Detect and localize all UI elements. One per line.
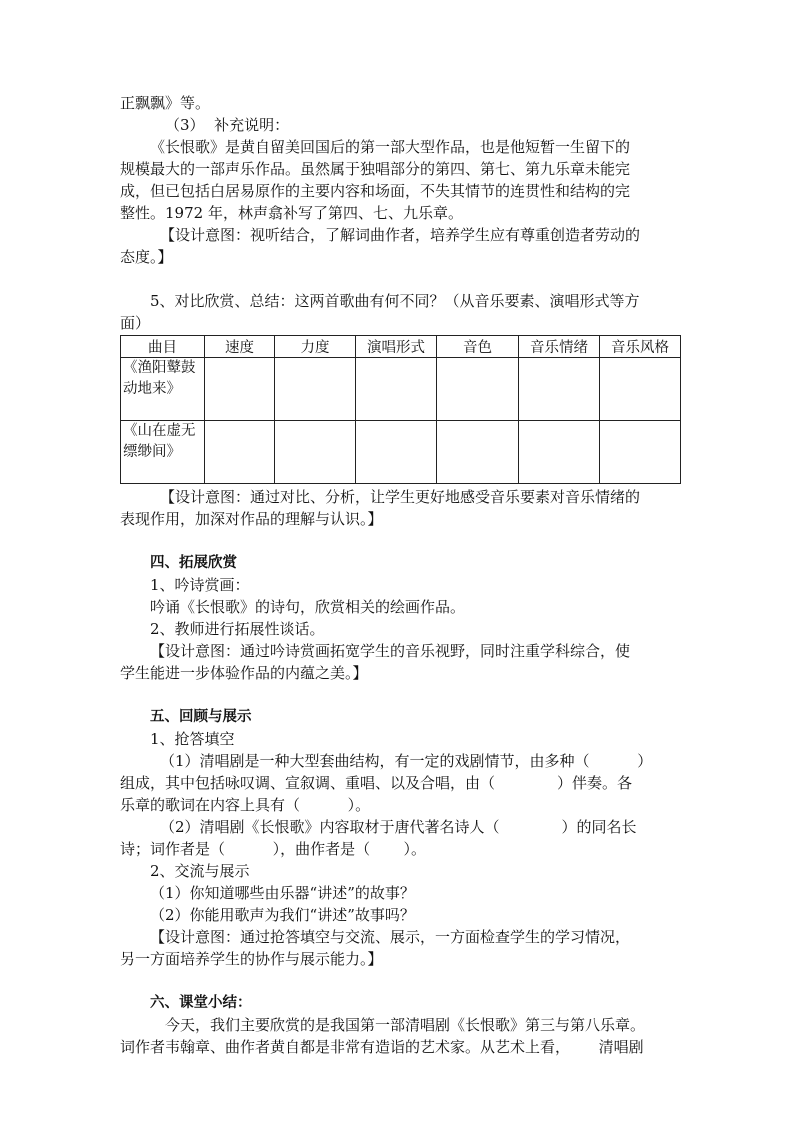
table-header-row (121, 336, 681, 358)
design-intent: 【设计意图：通过抢答填空与交流、展示，一方面检查学生的学习情况， (150, 928, 631, 946)
table-row (121, 358, 681, 421)
document-page (120, 92, 682, 1058)
design-intent: 学生能进一步体验作品的内蕴之美。】 (120, 664, 368, 682)
section-heading: 五、回顾与展示 (150, 709, 252, 725)
section-heading: 六、课堂小结： (150, 995, 252, 1011)
text-line: （2）你能用歌声为我们“讲述”故事吗？ (150, 906, 415, 924)
design-intent: 【设计意图：通过吟诗赏画拓宽学生的音乐视野，同时注重学科综合，使 (150, 642, 631, 660)
table-cell[interactable] (600, 358, 681, 421)
design-intent: 【设计意图：通过对比、分析，让学生更好地感受音乐要素对音乐情绪的 (160, 488, 641, 506)
table-header: 速度 (205, 336, 275, 358)
text-line: 1、吟诗赏画： (150, 576, 250, 594)
table-cell[interactable] (205, 421, 275, 484)
table-cell-piece: 《山在虚无缥缈间》 (121, 421, 205, 484)
fill-blank-question: 诗；词作者是（ ），曲作者是（ ）。 (120, 840, 427, 858)
table-row (121, 421, 681, 484)
table-cell[interactable] (275, 421, 356, 484)
table-cell-piece: 《渔阳鼙鼓动地来》 (121, 358, 205, 421)
question-5: 5、对比欣赏、总结：这两首歌曲有何不同？（从音乐要素、演唱形式等方 (150, 292, 640, 310)
text-line: 1、抢答填空 (150, 730, 235, 748)
text-line: 2、教师进行拓展性谈话。 (150, 620, 325, 638)
design-intent: 态度。】 (120, 248, 173, 266)
table-header: 力度 (275, 336, 356, 358)
text-line: 《长恨歌》是黄自留美回国后的第一部大型作品，也是他短暂一生留下的 (150, 138, 631, 156)
table-cell[interactable] (437, 421, 519, 484)
text-line: 成，但已包括白居易原作的主要内容和场面，不失其情节的连贯性和结构的完 (120, 182, 631, 200)
table-cell[interactable] (437, 358, 519, 421)
table-cell[interactable] (275, 358, 356, 421)
text-line: （3） 补充说明： (165, 116, 290, 134)
fill-blank-question: 组成，其中包括咏叹调、宣叙调、重唱、以及合唱，由（ ）伴奏。各 (120, 774, 632, 792)
table-cell[interactable] (519, 358, 600, 421)
question-5-cont: 面） (120, 314, 151, 332)
text-line: 今天，我们主要欣赏的是我国第一部清唱剧《长恨歌》第三与第八乐章。 (165, 1016, 646, 1034)
table-cell[interactable] (600, 421, 681, 484)
design-intent: 【设计意图：视听结合，了解词曲作者，培养学生应有尊重创造者劳动的 (160, 226, 641, 244)
design-intent: 表现作用，加深对作品的理解与认识。】 (120, 510, 383, 528)
text-line: 正飘飘》等。 (120, 94, 211, 112)
text-line: 整性。1972 年，林声翕补写了第四、七、九乐章。 (120, 204, 463, 222)
table-header: 音乐风格 (600, 336, 681, 358)
comparison-table (120, 335, 681, 484)
text-line: 规模最大的一部声乐作品。虽然属于独唱部分的第四、第七、第九乐章未能完 (120, 160, 631, 178)
section-heading: 四、拓展欣赏 (150, 555, 237, 571)
text-line: 词作者韦翰章、曲作者黄自都是非常有造诣的艺术家。从艺术上看， 清唱剧 (120, 1038, 644, 1056)
table-header: 音色 (437, 336, 519, 358)
table-cell[interactable] (356, 358, 437, 421)
table-cell[interactable] (205, 358, 275, 421)
design-intent: 另一方面培养学生的协作与展示能力。】 (120, 950, 383, 968)
fill-blank-question: （1）清唱剧是一种大型套曲结构，有一定的戏剧情节，由多种（ ） (160, 752, 653, 770)
table-cell[interactable] (519, 421, 600, 484)
table-header: 音乐情绪 (519, 336, 600, 358)
text-line: 吟诵《长恨歌》的诗句，欣赏相关的绘画作品。 (150, 598, 466, 616)
fill-blank-question: 乐章的歌词在内容上具有（ ）。 (120, 796, 371, 814)
table-header: 曲目 (121, 336, 205, 358)
table-header: 演唱形式 (356, 336, 437, 358)
text-line: 2、交流与展示 (150, 862, 250, 880)
table-cell[interactable] (356, 421, 437, 484)
text-line: （1）你知道哪些由乐器“讲述”的故事？ (150, 884, 415, 902)
fill-blank-question: （2）清唱剧《长恨歌》内容取材于唐代著名诗人（ ）的同名长 (160, 818, 637, 836)
